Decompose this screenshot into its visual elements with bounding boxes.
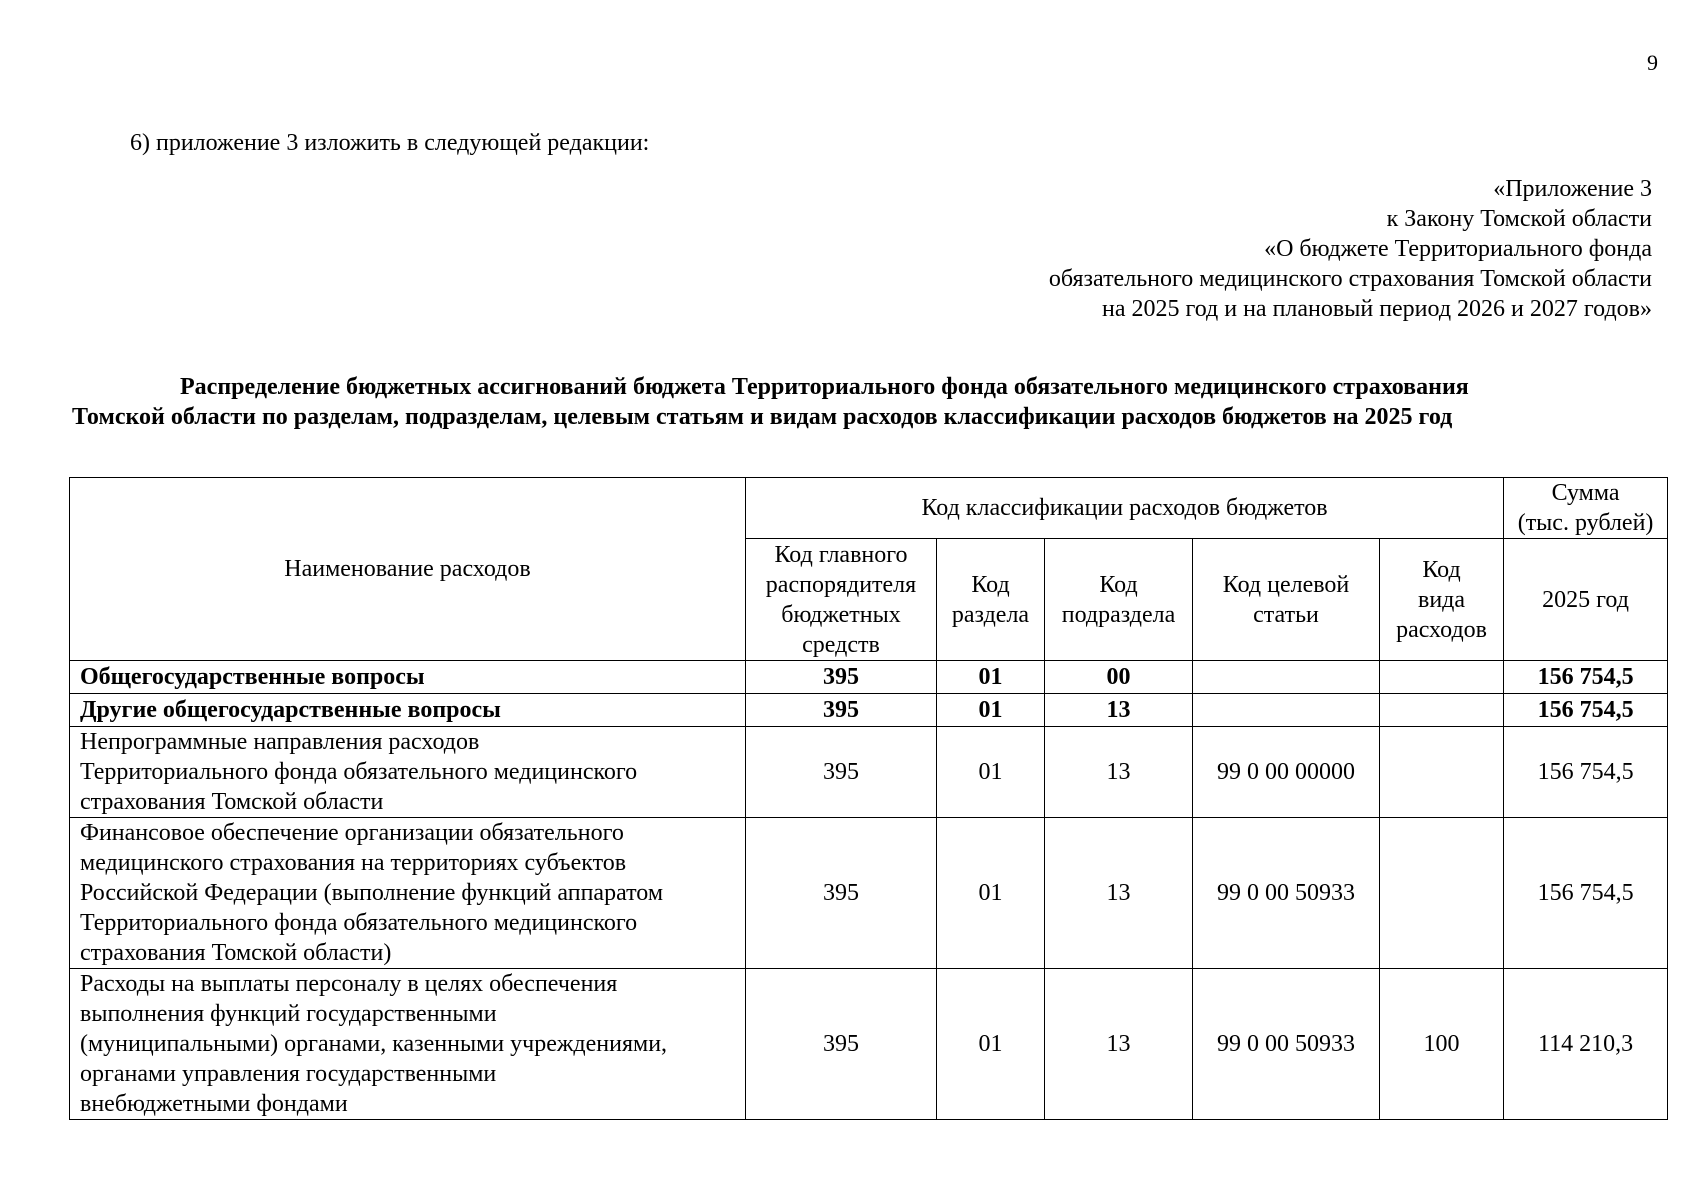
row-name-line: Расходы на выплаты персоналу в целях обеспечения (80, 971, 618, 997)
annex-header-line: обязательного медицинского страхования Томской области (1048, 266, 1652, 292)
header-name: Наименование расходов (70, 478, 746, 661)
header-gr-line: Код главного (774, 541, 908, 568)
document-title-line: Распределение бюджетных ассигнований бюджета Территориального фонда обязательного медицинского страхования (180, 374, 1469, 400)
row-section-code: 01 (937, 727, 1045, 818)
row-sum: 156 754,5 (1504, 661, 1668, 694)
row-name-line: Финансовое обеспечение организации обязательного (80, 820, 624, 846)
row-type-code: 100 (1380, 969, 1504, 1120)
header-subsection-line: подраздела (1061, 601, 1176, 628)
header-gr-code (746, 539, 937, 661)
row-section-code: 01 (937, 694, 1045, 727)
header-type-code (1380, 539, 1504, 661)
row-name-line: Общегосударственные вопросы (80, 664, 425, 690)
header-section-line: Код (971, 571, 1010, 598)
row-type-code (1380, 727, 1504, 818)
header-year: 2025 год (1504, 539, 1668, 661)
row-name (70, 694, 746, 727)
annex-header-line: на 2025 год и на плановый период 2026 и 2027 годов» (1101, 296, 1652, 322)
row-sum: 156 754,5 (1504, 727, 1668, 818)
row-name-line: Территориального фонда обязательного медицинского (80, 759, 638, 785)
row-name (70, 661, 746, 694)
header-type-line: вида (1418, 586, 1466, 613)
table-row (70, 661, 1668, 694)
row-name-line: Непрограммные направления расходов (80, 729, 480, 755)
annex-header (752, 174, 1652, 324)
annex-header-line: «О бюджете Территориального фонда (1264, 236, 1652, 262)
row-subsection-code: 13 (1045, 818, 1193, 969)
header-subsection-code (1045, 539, 1193, 661)
annex-header-line: к Закону Томской области (1386, 206, 1652, 232)
row-name (70, 969, 746, 1120)
header-sum-line: Сумма (1551, 480, 1620, 506)
row-name-line: страхования Томской области (80, 789, 384, 815)
row-type-code (1380, 818, 1504, 969)
row-name (70, 727, 746, 818)
row-sum: 156 754,5 (1504, 818, 1668, 969)
header-subsection-line: Код (1099, 571, 1138, 598)
row-subsection-code: 13 (1045, 727, 1193, 818)
row-subsection-code: 13 (1045, 969, 1193, 1120)
table-row (70, 969, 1668, 1120)
document-title (72, 372, 1632, 432)
header-sum (1504, 478, 1668, 539)
header-type-line: расходов (1396, 616, 1487, 643)
table-row (70, 818, 1668, 969)
header-type-line: Код (1422, 556, 1461, 583)
header-sum-line: (тыс. рублей) (1517, 510, 1654, 536)
row-section-code: 01 (937, 818, 1045, 969)
header-section-line: раздела (951, 601, 1030, 628)
row-gr-code: 395 (746, 727, 937, 818)
table-row (70, 694, 1668, 727)
row-name-line: внебюджетными фондами (80, 1091, 348, 1117)
row-name-line: выполнения функций государственными (80, 1001, 497, 1027)
header-gr-line: распорядителя (765, 571, 917, 598)
row-type-code (1380, 661, 1504, 694)
budget-table (69, 477, 1668, 1120)
row-sum: 156 754,5 (1504, 694, 1668, 727)
document-title-line: Томской области по разделам, подразделам, целевым статьям и видам расходов классификации расходов бюджетов на 2025 год (72, 404, 1453, 430)
row-sum: 114 210,3 (1504, 969, 1668, 1120)
row-target-code: 99 0 00 00000 (1193, 727, 1380, 818)
row-name-line: Российской Федерации (выполнение функций аппаратом (80, 880, 664, 906)
annex-header-line: «Приложение 3 (1493, 176, 1652, 202)
header-target-code (1193, 539, 1380, 661)
row-name (70, 818, 746, 969)
row-name-line: Другие общегосударственные вопросы (80, 697, 501, 723)
row-gr-code: 395 (746, 694, 937, 727)
row-subsection-code: 13 (1045, 694, 1193, 727)
row-gr-code: 395 (746, 661, 937, 694)
row-name-line: Территориального фонда обязательного медицинского (80, 910, 638, 936)
page-number: 9 (1647, 50, 1658, 75)
header-section-code (937, 539, 1045, 661)
row-name-line: (муниципальными) органами, казенными учреждениями, (80, 1031, 668, 1057)
header-gr-line: средств (802, 631, 880, 658)
header-gr-line: бюджетных (781, 601, 901, 628)
row-target-code: 99 0 00 50933 (1193, 969, 1380, 1120)
row-gr-code: 395 (746, 818, 937, 969)
row-name-line: страхования Томской области) (80, 940, 392, 966)
header-classification: Код классификации расходов бюджетов (746, 478, 1504, 539)
row-target-code: 99 0 00 50933 (1193, 818, 1380, 969)
table-row (70, 727, 1668, 818)
row-subsection-code: 00 (1045, 661, 1193, 694)
row-section-code: 01 (937, 661, 1045, 694)
row-target-code (1193, 661, 1380, 694)
row-section-code: 01 (937, 969, 1045, 1120)
amendment-instruction: 6) приложение 3 изложить в следующей редакции: (130, 130, 650, 156)
row-gr-code: 395 (746, 969, 937, 1120)
row-name-line: органами управления государственными (80, 1061, 497, 1087)
header-target-line: Код целевой (1222, 571, 1350, 598)
row-type-code (1380, 694, 1504, 727)
header-target-line: статьи (1253, 601, 1319, 628)
row-name-line: медицинского страхования на территориях субъектов (80, 850, 627, 876)
row-target-code (1193, 694, 1380, 727)
